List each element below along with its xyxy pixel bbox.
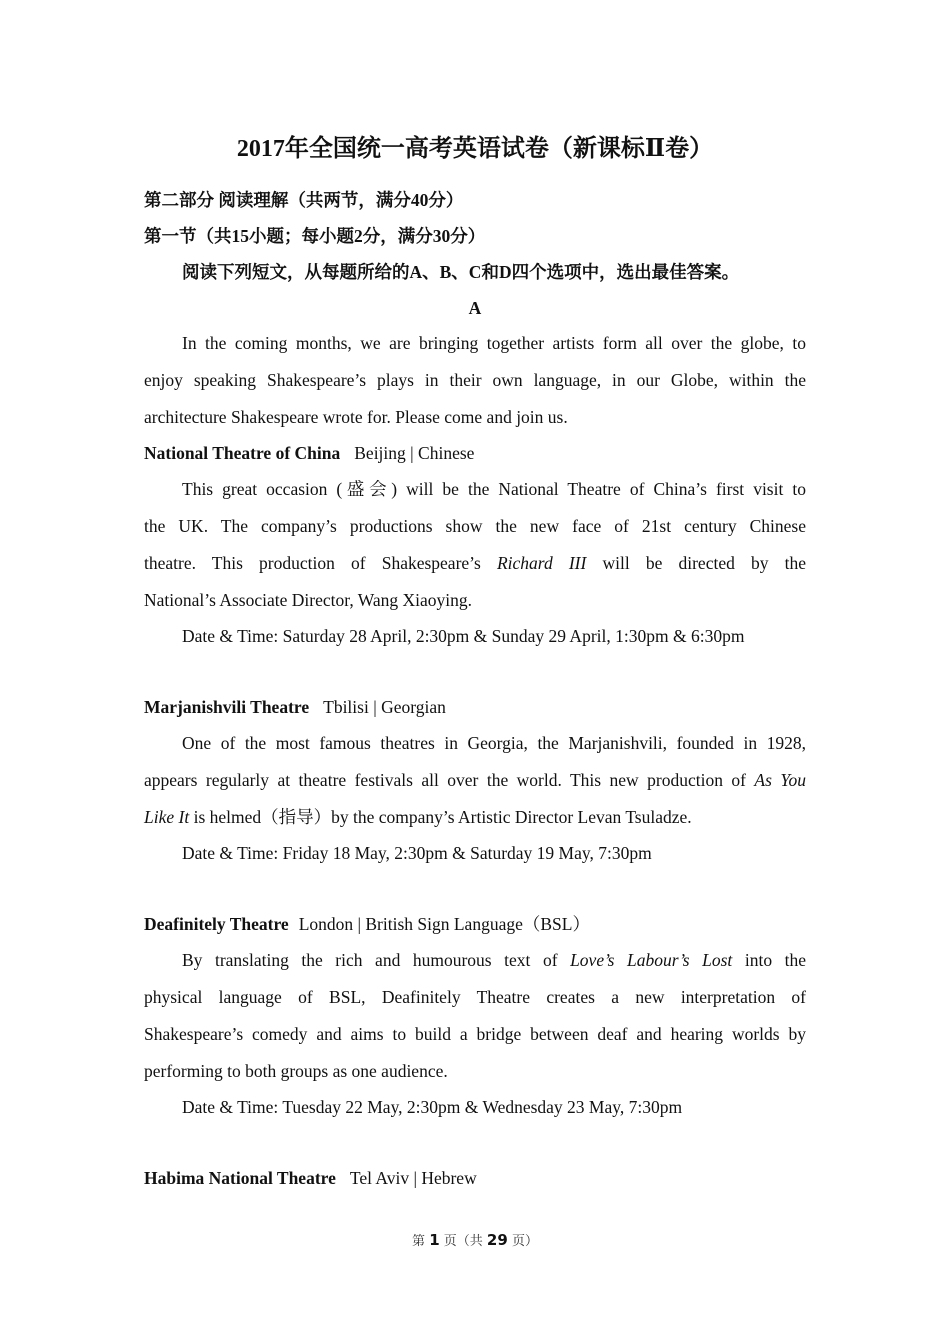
theatre-place: Tel Aviv | Hebrew [349, 1168, 477, 1188]
total-pages: 29 [486, 1231, 508, 1249]
exam-title: 2017年全国统一高考英语试卷（新课标Ⅱ卷） [236, 136, 714, 162]
theatre-heading [144, 443, 806, 463]
section-heading: 第二部分 阅读理解（共两节，满分40分） [144, 190, 464, 210]
paragraph-line: appears regularly at theatre festivals all over the world. This new production of As You [144, 770, 806, 790]
intro-line: In the coming months, we are bringing together artists form all over the globe, to [182, 333, 806, 353]
paragraph-line: physical language of BSL, Deafinitely Theatre creates a new interpretation of [144, 987, 806, 1007]
play-title: Richard III [496, 553, 587, 573]
theatre-name: Marjanishvili Theatre [144, 697, 310, 717]
paragraph-line: the UK. The company’s productions show the new face of 21st century Chinese [144, 516, 806, 536]
paragraph-line: theatre. This production of Shakespeare’s Richard III will be directed by the [144, 553, 806, 573]
intro-line: architecture Shakespeare wrote for. Please come and join us. [144, 407, 568, 427]
paragraph-line: This great occasion (盛会) will be the National Theatre of China’s first visit to [182, 479, 806, 499]
performance-date: Date & Time: Tuesday 22 May, 2:30pm & Wednesday 23 May, 7:30pm [182, 1097, 683, 1117]
theatre-heading [144, 697, 806, 717]
theatre-place: Tbilisi | Georgian [323, 697, 446, 717]
paragraph-line: National’s Associate Director, Wang Xiaoying. [144, 590, 473, 610]
paragraph-line: performing to both groups as one audience. [144, 1061, 448, 1081]
play-title: Love’s Labour’s Lost [570, 950, 733, 970]
paragraph-line: Shakespeare’s comedy and aims to build a bridge between deaf and hearing worlds by [144, 1024, 806, 1044]
theatre-name: Habima National Theatre [144, 1168, 336, 1188]
paragraph-line: By translating the rich and humourous text of Love’s Labour’s Lost into the [182, 950, 806, 970]
performance-date: Date & Time: Friday 18 May, 2:30pm & Saturday 19 May, 7:30pm [182, 843, 652, 863]
paragraph-line: Like It is helmed（指导）by the company’s Artistic Director Levan Tsuladze. [144, 807, 692, 827]
theatre-heading [144, 914, 806, 934]
subsection-heading: 第一节（共15小题；每小题2分，满分30分） [144, 226, 486, 246]
performance-date: Date & Time: Saturday 28 April, 2:30pm & Sunday 29 April, 1:30pm & 6:30pm [182, 626, 745, 646]
paragraph-line: One of the most famous theatres in Georgia, the Marjanishvili, founded in 1928, [182, 733, 806, 753]
theatre-place: London | British Sign Language（BSL） [298, 914, 590, 934]
play-title: As You [754, 770, 806, 790]
page-number: 1 [429, 1231, 440, 1249]
play-title: Like It [144, 807, 190, 827]
theatre-name: Deafinitely Theatre [144, 914, 289, 934]
intro-line: enjoy speaking Shakespeare’s plays in their own language, in our Globe, within the [144, 370, 806, 390]
instruction: 阅读下列短文，从每题所给的A、B、C和D四个选项中，选出最佳答案。 [182, 262, 740, 282]
theatre-name: National Theatre of China [144, 443, 341, 463]
passage-label: A [468, 298, 482, 318]
page-footer: 第 1 页（共 29 页） [412, 1231, 538, 1249]
theatre-heading [144, 1168, 806, 1188]
theatre-place: Beijing | Chinese [354, 443, 475, 463]
